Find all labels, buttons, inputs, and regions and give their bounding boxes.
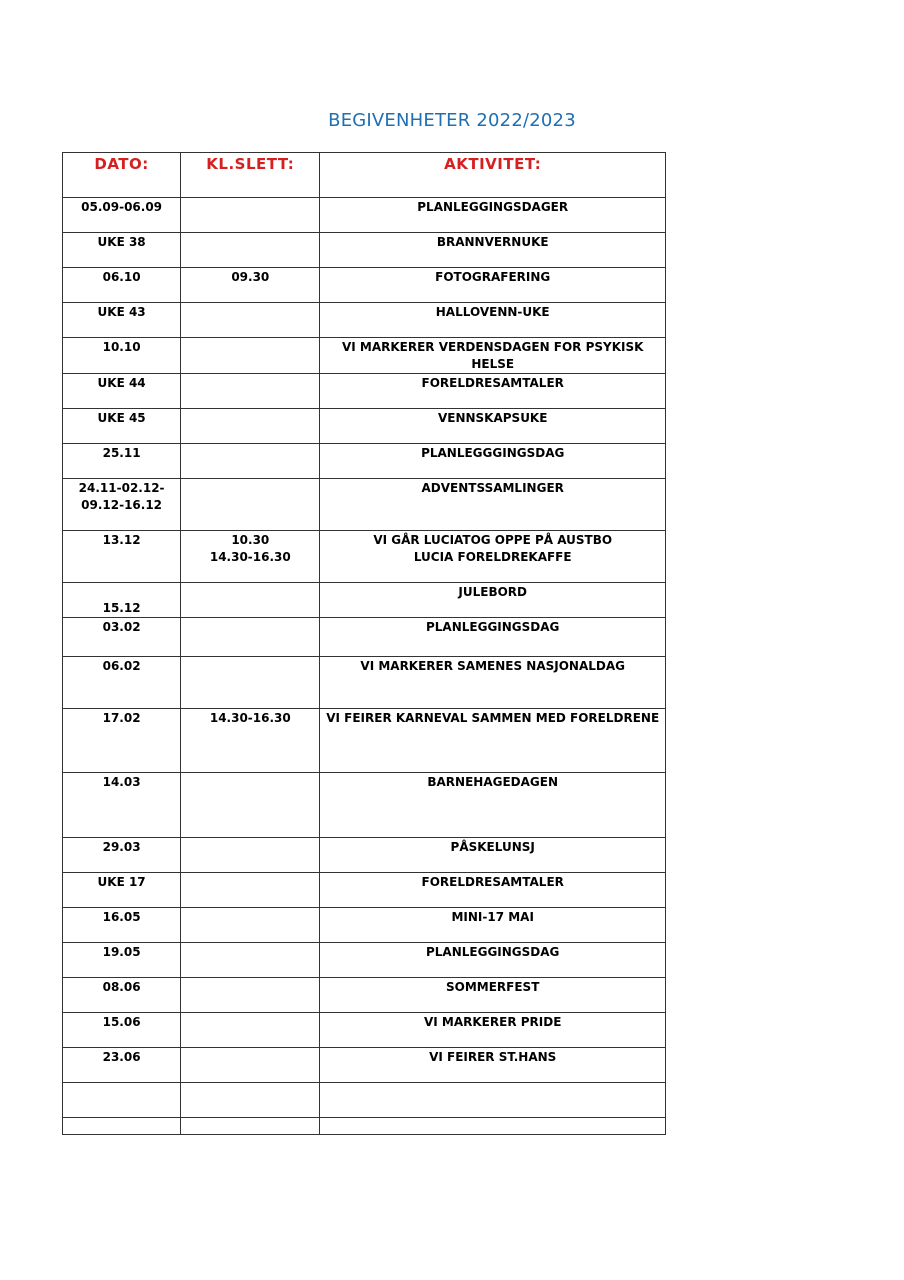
- table-row: [63, 374, 666, 409]
- date-cell: 06.02: [63, 657, 181, 709]
- table-row: [63, 444, 666, 479]
- table-row: [63, 943, 666, 978]
- table-row: [63, 978, 666, 1013]
- time-line: 14.30-16.30: [209, 550, 291, 564]
- activity-cell: [320, 1083, 666, 1118]
- activity-cell: VI FEIRER KARNEVAL SAMMEN MED FORELDRENE: [320, 709, 666, 773]
- time-cell: [181, 978, 320, 1013]
- activity-cell: HALLOVENN-UKE: [320, 303, 666, 338]
- date-cell: 06.10: [63, 268, 181, 303]
- time-cell: [181, 338, 320, 374]
- table-row: [63, 303, 666, 338]
- time-cell: [181, 233, 320, 268]
- date-cell: 15.12: [63, 583, 181, 618]
- header-date: DATO:: [63, 153, 181, 198]
- header-time: KL.SLETT:: [181, 153, 320, 198]
- time-cell: [181, 444, 320, 479]
- activity-cell: [320, 1118, 666, 1135]
- table-row: [63, 338, 666, 374]
- time-cell: 09.30: [181, 268, 320, 303]
- time-cell: [181, 374, 320, 409]
- activity-line: LUCIA FORELDREKAFFE: [413, 550, 572, 564]
- table-row: [63, 409, 666, 444]
- time-line: 10.30: [231, 533, 270, 547]
- activity-cell: SOMMERFEST: [320, 978, 666, 1013]
- date-cell: 19.05: [63, 943, 181, 978]
- date-cell: UKE 45: [63, 409, 181, 444]
- events-table: [62, 152, 666, 1135]
- header-activity: AKTIVITET:: [320, 153, 666, 198]
- activity-cell: BARNEHAGEDAGEN: [320, 773, 666, 838]
- activity-cell: FOTOGRAFERING: [320, 268, 666, 303]
- time-cell: [181, 618, 320, 657]
- activity-cell: VI MARKERER VERDENSDAGEN FOR PSYKISK HELSE: [320, 338, 666, 374]
- date-cell: 08.06: [63, 978, 181, 1013]
- activity-cell: PLANLEGGINGSDAGER: [320, 198, 666, 233]
- time-cell: [181, 583, 320, 618]
- empty-row: [63, 1118, 666, 1135]
- activity-cell: VI MARKERER SAMENES NASJONALDAG: [320, 657, 666, 709]
- table-row: [63, 479, 666, 531]
- header-row: [63, 153, 666, 198]
- activity-cell: PLANLEGGINGSDAG: [320, 618, 666, 657]
- activity-cell: FORELDRESAMTALER: [320, 873, 666, 908]
- time-cell: [181, 1048, 320, 1083]
- time-cell: [181, 943, 320, 978]
- time-cell: [181, 198, 320, 233]
- date-cell: 03.02: [63, 618, 181, 657]
- activity-cell: JULEBORD: [320, 583, 666, 618]
- table-row: [63, 709, 666, 773]
- date-cell: 13.12: [63, 531, 181, 583]
- date-cell: UKE 38: [63, 233, 181, 268]
- activity-cell: [320, 531, 666, 583]
- activity-cell: MINI-17 MAI: [320, 908, 666, 943]
- time-cell: [181, 908, 320, 943]
- time-cell: [181, 479, 320, 531]
- table-row: [63, 838, 666, 873]
- activity-cell: VENNSKAPSUKE: [320, 409, 666, 444]
- activity-cell: FORELDRESAMTALER: [320, 374, 666, 409]
- date-cell: 17.02: [63, 709, 181, 773]
- time-cell: [181, 773, 320, 838]
- table-row: [63, 873, 666, 908]
- time-cell: 14.30-16.30: [181, 709, 320, 773]
- date-cell: [63, 1083, 181, 1118]
- time-cell: [181, 531, 320, 583]
- table-row: [63, 618, 666, 657]
- time-cell: [181, 657, 320, 709]
- time-cell: [181, 303, 320, 338]
- time-cell: [181, 1118, 320, 1135]
- date-cell: 25.11: [63, 444, 181, 479]
- date-line: 24.11-02.12-: [78, 481, 165, 495]
- date-cell: [63, 479, 181, 531]
- time-cell: [181, 1013, 320, 1048]
- date-cell: UKE 17: [63, 873, 181, 908]
- date-cell: 14.03: [63, 773, 181, 838]
- activity-cell: VI MARKERER PRIDE: [320, 1013, 666, 1048]
- empty-row: [63, 1083, 666, 1118]
- activity-cell: VI FEIRER ST.HANS: [320, 1048, 666, 1083]
- date-cell: 16.05: [63, 908, 181, 943]
- activity-cell: PÅSKELUNSJ: [320, 838, 666, 873]
- time-cell: [181, 1083, 320, 1118]
- table-row: [63, 583, 666, 618]
- table-row: [63, 198, 666, 233]
- activity-cell: BRANNVERNUKE: [320, 233, 666, 268]
- page-title: BEGIVENHETER 2022/2023: [328, 110, 576, 131]
- table-row: [63, 268, 666, 303]
- date-cell: 29.03: [63, 838, 181, 873]
- date-cell: 23.06: [63, 1048, 181, 1083]
- table-row: [63, 233, 666, 268]
- date-cell: UKE 43: [63, 303, 181, 338]
- date-line: 09.12-16.12: [81, 498, 163, 512]
- time-cell: [181, 409, 320, 444]
- date-cell: [63, 1118, 181, 1135]
- table-row: [63, 908, 666, 943]
- table-row: [63, 657, 666, 709]
- date-cell: UKE 44: [63, 374, 181, 409]
- time-cell: [181, 873, 320, 908]
- table-row: [63, 1013, 666, 1048]
- date-cell: 10.10: [63, 338, 181, 374]
- table-row: [63, 1048, 666, 1083]
- activity-line: VI GÅR LUCIATOG OPPE PÅ AUSTBO: [373, 533, 613, 547]
- activity-cell: PLANLEGGGINGSDAG: [320, 444, 666, 479]
- date-cell: 15.06: [63, 1013, 181, 1048]
- activity-cell: ADVENTSSAMLINGER: [320, 479, 666, 531]
- time-cell: [181, 838, 320, 873]
- table-row: [63, 773, 666, 838]
- table-row: [63, 531, 666, 583]
- date-cell: 05.09-06.09: [63, 198, 181, 233]
- activity-cell: PLANLEGGINGSDAG: [320, 943, 666, 978]
